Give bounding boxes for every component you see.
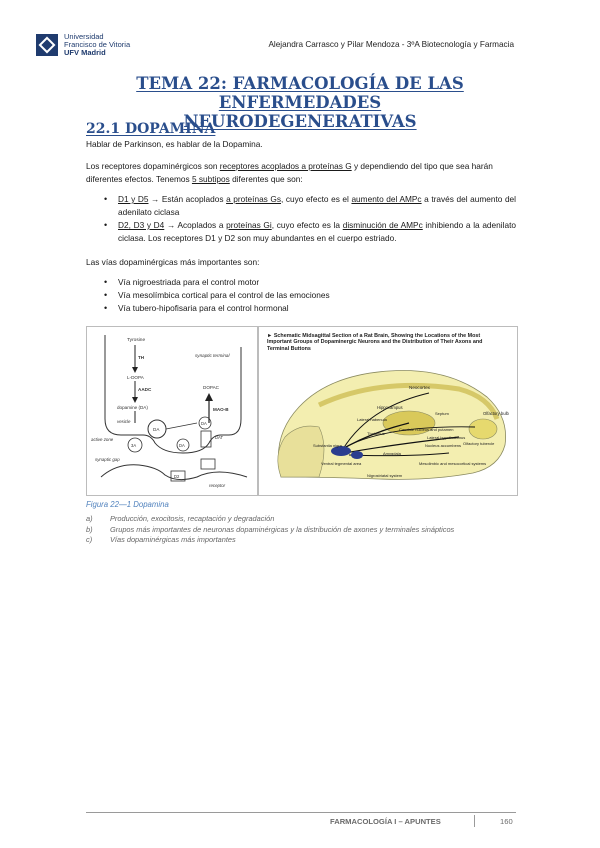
paragraph-pathways: Las vías dopaminérgicas más importantes son: (86, 257, 260, 267)
paragraph-parkinson: Hablar de Parkinson, es hablar de la Dopamina. (86, 139, 263, 149)
label-synaptic-gap: synaptic gap (95, 457, 120, 462)
list-item: c) Vías dopaminérgicas más importantes (86, 535, 236, 544)
label-receptor: receptor (209, 483, 226, 488)
label-dopac: DOPAC (203, 385, 219, 390)
rat-brain-caption: ► Schematic Midsagittal Section of a Rat Brain, Showing the Locations of the Most Important Groups of Dopaminergic Neurons and the Distribution of Their Axons and Terminal Buttons (267, 333, 483, 352)
label-3a: 3A (131, 443, 137, 448)
rat-brain-diagram (258, 326, 518, 496)
label-d2: D2 (174, 474, 180, 479)
receptor-subtype-list (104, 193, 516, 245)
label-active-zone: active zone (91, 437, 114, 442)
term-subtypes: 5 subtipos (191, 174, 230, 184)
label-substantia-nigra: Substantia nigra (313, 443, 342, 448)
list-item: a) Producción, exocitosis, recaptación y degradación (86, 514, 275, 523)
footer-divider (86, 812, 516, 813)
label-neocortex: Neocortex (409, 385, 430, 390)
label-da-reuptake: DA (201, 421, 207, 426)
label-nigrostriatal: Nigrostriatal system (367, 473, 403, 478)
list-item: • D2, D3 y D4 → Acoplados a proteínas Gi, cuyo efecto es la disminución de AMPc inhibiendo a la adenilato ciclasa. Los receptores D1 y D2 son muy abundantes en el cuerpo estriado. (104, 219, 516, 245)
footer-separator (474, 815, 475, 827)
label-hippocampus: Hippocampus (377, 405, 403, 410)
page-number: 160 (500, 817, 513, 826)
label-da-vesicle: DA (153, 427, 160, 432)
label-synaptic-terminal: synaptic terminal (195, 353, 230, 358)
logo-line-2: Francisco de Vitoria (64, 39, 131, 49)
label-tyrosine: Tyrosine (127, 338, 146, 343)
chapter-title-line-2: NEURODEGENERATIVAS (183, 112, 417, 131)
label-da-cleft: DA (179, 443, 185, 448)
list-item: • Vía mesolímbica cortical para el control de las emociones (104, 289, 516, 302)
synapse-diagram-drawing (87, 327, 257, 495)
header-authors: Alejandra Carrasco y Pilar Mendoza - 3ºA Biotecnología y Farmacia (268, 40, 514, 49)
logo-line-3: UFV Madrid (64, 48, 106, 58)
label-vesicle: vesicle (117, 419, 131, 424)
label-olfactory-tubercle: Olfactory tubercle (463, 441, 495, 446)
paragraph-receptors: Los receptores dopaminérgicos son receptores acoplados a proteínas G y dependiendo del tipo que sea harán diferentes efectos. Tenemos 5 subtipos diferentes que son: (86, 161, 493, 184)
pathway-list (104, 276, 516, 315)
label-caudate: Caudate nucleus and putamen (399, 427, 454, 432)
label-dat: DAT (215, 435, 224, 440)
label-ldopa: L-DOPA (127, 375, 144, 380)
synapse-diagram (86, 326, 258, 496)
list-item: • Vía tubero-hipofisaria para el control hormonal (104, 302, 516, 315)
label-thalamus: Thalamus (367, 431, 385, 436)
label-lateral-habenula: Lateral habenula (357, 417, 387, 422)
logo-line-1: Universidad (64, 31, 104, 41)
section-heading: 22.1 DOPAMINA (86, 121, 216, 137)
label-nucleus-accumbens: Nucleus accumbens (425, 443, 462, 448)
label-dopamine: dopamine (DA) (117, 405, 148, 410)
label-amygdala: Amygdala (383, 451, 401, 456)
university-emblem-icon (36, 34, 58, 56)
university-logo (36, 28, 156, 62)
label-ventral-tegmental: Ventral tegmental area (321, 461, 362, 466)
list-item: • D1 y D5 → Están acoplados a proteínas Gs, cuyo efecto es el aumento del AMPc a través del aumento del adenilato ciclasa (104, 193, 516, 219)
label-maob: MAO-B (213, 407, 229, 412)
list-item: • Vía nigroestriada para el control motor (104, 276, 516, 289)
label-olfactory-bulb: Olfactory bulb (483, 411, 509, 416)
rat-brain-drawing (259, 327, 517, 495)
label-aadc: AADC (138, 387, 152, 392)
label-septum: Septum (435, 411, 449, 416)
label-mesolimbic: Mesolimbic and mesocortical systems (419, 461, 487, 466)
term-gpcr: receptores acoplados a proteínas G (219, 161, 352, 171)
label-th: TH (138, 355, 145, 360)
figure-caption: Figura 22—1 Dopamina (86, 500, 169, 509)
figure-caption-items (86, 514, 516, 546)
label-lateral-hypothalamus: Lateral hypothalamus (427, 435, 466, 440)
list-item: b) Grupos más importantes de neuronas dopaminérgicas y la distribución de axones y terminales sinápticos (86, 524, 455, 534)
footer-subject: FARMACOLOGÍA I – APUNTES (330, 817, 441, 826)
chapter-title-line-1: TEMA 22: FARMACOLOGÍA DE LAS ENFERMEDADES (136, 74, 464, 112)
